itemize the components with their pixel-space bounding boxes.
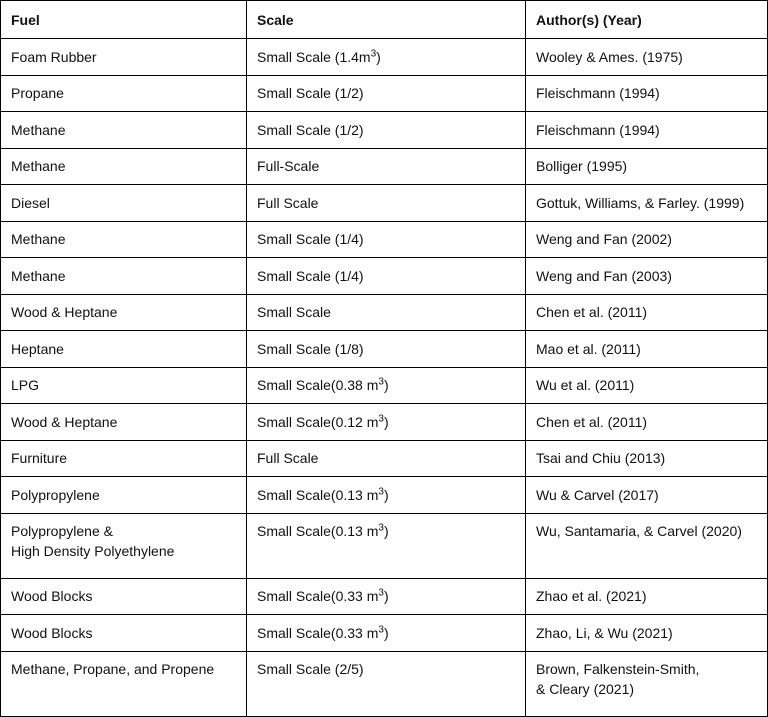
scale-superscript: 3 (378, 587, 384, 599)
scale-cell (247, 440, 526, 477)
scale-text: Small Scale(0.33 m (257, 588, 379, 605)
fuel-text: Foam Rubber (11, 48, 97, 65)
scale-text: Small Scale(0.12 m (257, 413, 379, 430)
scale-text: Small Scale (1/8) (257, 340, 364, 357)
author-cell (526, 258, 768, 295)
scale-cell (247, 148, 526, 185)
table-row (1, 331, 768, 368)
fuel-cell (1, 294, 247, 331)
author-text: Fleischmann (1994) (536, 121, 660, 138)
fuel-cell (1, 75, 247, 112)
scale-text: Full-Scale (257, 158, 320, 175)
scale-tail: ) (376, 48, 381, 65)
fuel-text: Methane (11, 231, 66, 248)
author-text: Chen et al. (2011) (536, 304, 648, 321)
fuel-cell (1, 39, 247, 76)
author-text: Zhao et al. (2021) (536, 588, 647, 605)
fuel-cell (1, 477, 247, 514)
scale-tail: ) (383, 588, 389, 605)
header-scale: Scale (247, 1, 526, 39)
scale-text: Small Scale(0.33 m (257, 624, 379, 641)
scale-cell (247, 331, 526, 368)
author-text: Fleischmann (1994) (536, 85, 660, 102)
scale-line (257, 120, 515, 140)
scale-tail: ) (383, 413, 389, 430)
author-cell (526, 221, 768, 258)
scale-line (257, 339, 515, 359)
table-row (1, 294, 768, 331)
author-text: Zhao, Li, & Wu (2021) (536, 624, 673, 641)
author-text: Chen et al. (2011) (536, 413, 648, 430)
scale-tail: ) (383, 486, 389, 503)
table-row (1, 75, 768, 112)
author-cell (526, 294, 768, 331)
scale-text: Small Scale (1.4m (257, 48, 371, 65)
scale-line (257, 47, 515, 67)
scale-text: Full Scale (257, 194, 319, 211)
author-text: Tsai and Chiu (2013) (536, 450, 666, 467)
fuel-text: Polypropylene & (11, 522, 113, 539)
table-row (1, 404, 768, 441)
fuel-text: Wood & Heptane (11, 304, 118, 321)
fuel-text: Propane (11, 85, 64, 102)
scale-text: Small Scale (2/5) (257, 660, 364, 677)
scale-superscript: 3 (378, 521, 384, 533)
fuel-text: Polypropylene (11, 486, 100, 503)
scale-line (257, 83, 515, 103)
scale-line (257, 375, 515, 395)
author-cell (526, 477, 768, 514)
fuel-text: Diesel (11, 194, 50, 211)
author-text: Wu & Carvel (2017) (536, 486, 659, 503)
fuel-text: LPG (11, 377, 40, 394)
author-text: Wooley & Ames. (1975) (536, 48, 683, 65)
scale-cell (247, 367, 526, 404)
scale-cell (247, 39, 526, 76)
scale-text: Small Scale(0.38 m (257, 377, 379, 394)
author-text: Weng and Fan (2002) (536, 231, 672, 248)
author-cell (526, 148, 768, 185)
table-row (1, 258, 768, 295)
fuel-cell (1, 185, 247, 222)
fuel-text: Methane, Propane, and Propene (11, 660, 215, 677)
scale-line (257, 521, 515, 541)
scale-cell (247, 185, 526, 222)
scale-text: Small Scale (1/4) (257, 231, 364, 248)
table-row (1, 615, 768, 652)
fuel-text: Methane (11, 121, 66, 138)
fuel-cell (1, 615, 247, 652)
author-cell (526, 185, 768, 222)
table-row (1, 578, 768, 615)
table-row (1, 513, 768, 578)
table-row (1, 367, 768, 404)
scale-line (257, 485, 515, 505)
author-text: Gottuk, Williams, & Farley. (1999) (536, 194, 745, 211)
fuel-cell (1, 258, 247, 295)
table-row (1, 221, 768, 258)
scale-line (257, 586, 515, 606)
author-cell (526, 39, 768, 76)
author-cell (526, 331, 768, 368)
fuel-cell (1, 221, 247, 258)
scale-cell (247, 404, 526, 441)
scale-cell (247, 513, 526, 578)
author-cell (526, 578, 768, 615)
scale-text: Small Scale (1/4) (257, 267, 364, 284)
table-header-row (1, 1, 768, 39)
fuel-text: Wood Blocks (11, 624, 93, 641)
scale-text: Small Scale (1/2) (257, 85, 364, 102)
scale-superscript: 3 (378, 376, 384, 388)
fuel-text: Wood & Heptane (11, 413, 118, 430)
author-text: Wu et al. (2011) (536, 377, 635, 394)
table-row (1, 651, 768, 716)
author-cell (526, 513, 768, 578)
fuel-cell (1, 578, 247, 615)
table-row (1, 185, 768, 222)
scale-text: Small Scale (257, 304, 331, 321)
scale-superscript: 3 (378, 624, 384, 636)
header-authors: Author(s) (Year) (526, 1, 768, 39)
fuel-text: Wood Blocks (11, 588, 93, 605)
scale-superscript: 3 (378, 486, 384, 498)
fuel-cell (1, 367, 247, 404)
scale-line (257, 156, 515, 176)
table-body (1, 39, 768, 717)
scale-line (257, 302, 515, 322)
author-cell (526, 367, 768, 404)
scale-line (257, 448, 515, 468)
author-text: Mao et al. (2011) (536, 340, 641, 357)
author-text: Brown, Falkenstein-Smith, (536, 660, 700, 677)
table-row (1, 440, 768, 477)
scale-text: Small Scale (1/2) (257, 121, 364, 138)
fuel-text: Heptane (11, 340, 64, 357)
header-fuel: Fuel (1, 1, 247, 39)
fuel-text: Methane (11, 158, 66, 175)
scale-text: Full Scale (257, 450, 319, 467)
fuel-cell (1, 148, 247, 185)
fuel-text: High Density Polyethylene (11, 542, 175, 559)
scale-cell (247, 477, 526, 514)
fuel-text: Methane (11, 267, 66, 284)
fuel-cell (1, 331, 247, 368)
author-text: Weng and Fan (2003) (536, 267, 672, 284)
author-text: & Cleary (2021) (536, 680, 635, 697)
scale-superscript: 3 (370, 48, 377, 60)
author-text: Wu, Santamaria, & Carvel (2020) (536, 522, 742, 539)
scale-cell (247, 578, 526, 615)
scale-cell (247, 294, 526, 331)
scale-line (257, 659, 515, 679)
table-row (1, 112, 768, 149)
author-cell (526, 112, 768, 149)
author-cell (526, 651, 768, 716)
author-text: Bolliger (1995) (536, 158, 628, 175)
scale-cell (247, 258, 526, 295)
scale-line (257, 266, 515, 286)
table-row (1, 477, 768, 514)
author-cell (526, 440, 768, 477)
fuel-cell (1, 651, 247, 716)
scale-cell (247, 75, 526, 112)
scale-cell (247, 615, 526, 652)
scale-text: Small Scale(0.13 m (257, 522, 379, 539)
fuel-cell (1, 513, 247, 578)
fuel-text: Furniture (11, 450, 68, 467)
scale-tail: ) (383, 377, 389, 394)
scale-cell (247, 221, 526, 258)
scale-cell (247, 651, 526, 716)
scale-tail: ) (383, 624, 389, 641)
author-cell (526, 404, 768, 441)
scale-text: Small Scale(0.13 m (257, 486, 379, 503)
author-cell (526, 75, 768, 112)
table-row (1, 39, 768, 76)
scale-tail: ) (383, 522, 389, 539)
fuel-cell (1, 112, 247, 149)
fuel-cell (1, 404, 247, 441)
scale-superscript: 3 (378, 413, 384, 425)
table-row (1, 148, 768, 185)
scale-line (257, 623, 515, 643)
scale-line (257, 412, 515, 432)
fuel-cell (1, 440, 247, 477)
scale-cell (247, 112, 526, 149)
scale-line (257, 193, 515, 213)
author-cell (526, 615, 768, 652)
scale-line (257, 229, 515, 249)
